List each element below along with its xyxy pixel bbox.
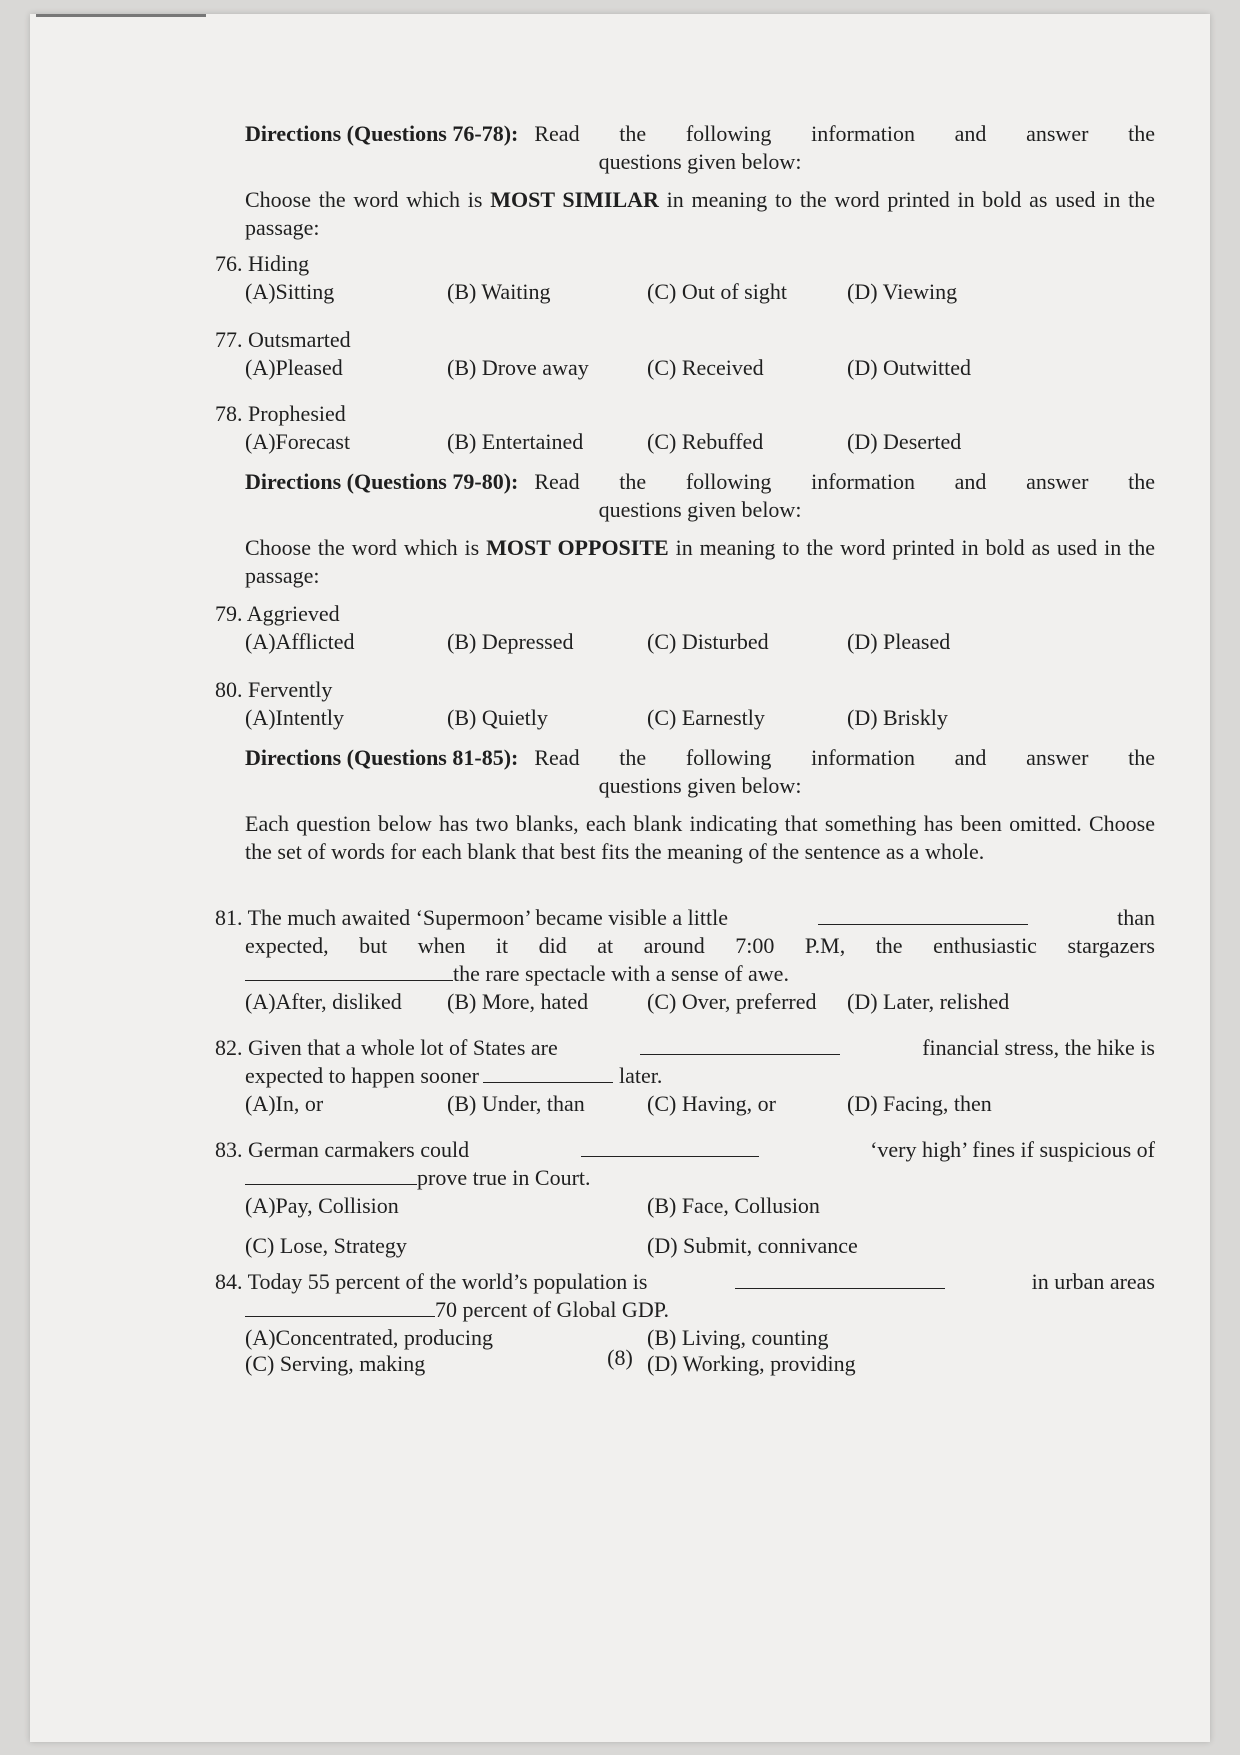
option-d[interactable]: (D) Submit, connivance <box>647 1233 858 1258</box>
option-b[interactable]: (B) Face, Collusion <box>647 1193 820 1218</box>
option-c[interactable]: (C) Out of sight <box>647 279 787 304</box>
question-stem: 82. Given that a whole lot of States are <box>215 1035 558 1060</box>
option-a[interactable]: (A)Pleased <box>245 355 343 380</box>
question-stem: 78. Prophesied <box>215 401 346 426</box>
option-a[interactable]: (A)Intently <box>245 705 344 730</box>
directions-label: Directions (Questions 81-85): <box>245 745 519 770</box>
option-a[interactable]: (A)Concentrated, producing <box>245 1325 494 1350</box>
answer-blank <box>245 1164 417 1185</box>
stem-continuation: later. <box>618 1063 663 1088</box>
option-c[interactable]: (C) Over, preferred <box>647 989 817 1014</box>
answer-blank <box>245 1296 435 1317</box>
option-b[interactable]: (B) Under, than <box>447 1091 585 1116</box>
exam-page <box>30 14 1210 1742</box>
stem-line: expected to happen sooner <box>245 1063 479 1088</box>
question-79 <box>215 600 1155 656</box>
directions-76-78 <box>245 120 1155 176</box>
answer-blank <box>483 1062 613 1083</box>
answer-blank <box>640 1034 840 1055</box>
option-b[interactable]: (B) Quietly <box>447 705 548 730</box>
instruction-post: in meaning to the word printed in bold as used in the passage: <box>245 187 1155 240</box>
option-d[interactable]: (D) Working, providing <box>647 1351 856 1376</box>
option-b[interactable]: (B) Depressed <box>447 629 574 654</box>
question-82 <box>215 1034 1155 1118</box>
option-c[interactable]: (C) Rebuffed <box>647 429 764 454</box>
stem-line: 70 percent of Global GDP. <box>435 1297 670 1322</box>
option-d[interactable]: (D) Outwitted <box>847 355 972 380</box>
question-stem: 83. German carmakers could <box>215 1137 470 1162</box>
instruction-bold: MOST OPPOSITE <box>486 535 669 560</box>
option-c[interactable]: (C) Having, or <box>647 1091 776 1116</box>
instruction-opposite <box>245 534 1155 590</box>
option-c[interactable]: (C) Serving, making <box>245 1351 426 1376</box>
directions-text: Read the following information and answer the <box>534 745 1155 770</box>
instruction-bold: MOST SIMILAR <box>490 187 659 212</box>
stem-continuation: than <box>1117 905 1155 930</box>
stem-line: the rare spectacle with a sense of awe. <box>453 961 789 986</box>
question-stem: 76. Hiding <box>215 251 310 276</box>
answer-blank <box>581 1136 759 1157</box>
instruction-pre: Choose the word which is <box>245 535 487 560</box>
instruction-blanks: Each question below has two blanks, each blank indicating that something has been omitted. Choose the set of words for each blank that best fits the meaning of the sentence as a whole. <box>245 811 1155 864</box>
directions-79-80 <box>245 468 1155 524</box>
question-stem: 84. Today 55 percent of the world’s population is <box>215 1269 648 1294</box>
option-a[interactable]: (A)After, disliked <box>245 989 402 1014</box>
option-a[interactable]: (A)Pay, Collision <box>245 1193 399 1218</box>
option-d[interactable]: (D) Pleased <box>847 629 951 654</box>
question-81 <box>215 904 1155 1016</box>
option-d[interactable]: (D) Later, relished <box>847 989 1010 1014</box>
directions-text: Read the following information and answer the <box>534 121 1155 146</box>
instruction-post: in meaning to the word printed in bold as used in the passage: <box>245 535 1155 588</box>
option-c[interactable]: (C) Earnestly <box>647 705 765 730</box>
option-d[interactable]: (D) Facing, then <box>847 1091 992 1116</box>
stem-line: expected, but when it did at around 7:00 P.M, the enthusiastic stargazers <box>245 933 1155 958</box>
stem-continuation: financial stress, the hike is <box>922 1035 1155 1060</box>
directions-81-85 <box>245 744 1155 800</box>
question-76 <box>215 250 1155 306</box>
option-b[interactable]: (B) Entertained <box>447 429 584 454</box>
question-77 <box>215 326 1155 382</box>
page-number: (8) <box>607 1345 633 1370</box>
directions-line2: questions given below: <box>598 497 802 522</box>
option-a[interactable]: (A)Forecast <box>245 429 351 454</box>
question-stem: 80. Fervently <box>215 677 333 702</box>
option-d[interactable]: (D) Viewing <box>847 279 958 304</box>
option-b[interactable]: (B) Waiting <box>447 279 551 304</box>
option-a[interactable]: (A)Afflicted <box>245 629 355 654</box>
answer-blank <box>735 1268 945 1289</box>
question-78 <box>215 400 1155 456</box>
option-d[interactable]: (D) Deserted <box>847 429 962 454</box>
stem-continuation: in urban areas <box>1031 1269 1155 1294</box>
option-b[interactable]: (B) Drove away <box>447 355 589 380</box>
directions-line2: questions given below: <box>598 149 802 174</box>
option-c[interactable]: (C) Received <box>647 355 764 380</box>
answer-blank <box>245 960 453 981</box>
question-stem: 77. Outsmarted <box>215 327 351 352</box>
option-b[interactable]: (B) More, hated <box>447 989 589 1014</box>
option-a[interactable]: (A)In, or <box>245 1091 324 1116</box>
option-c[interactable]: (C) Disturbed <box>647 629 769 654</box>
option-a[interactable]: (A)Sitting <box>245 279 335 304</box>
stem-line: prove true in Court. <box>417 1165 591 1190</box>
stem-continuation: ‘very high’ fines if suspicious of <box>870 1137 1155 1162</box>
answer-blank <box>818 904 1028 925</box>
directions-label: Directions (Questions 79-80): <box>245 469 519 494</box>
option-c[interactable]: (C) Lose, Strategy <box>245 1233 407 1258</box>
directions-label: Directions (Questions 76-78): <box>245 121 519 146</box>
directions-text: Read the following information and answer the <box>534 469 1155 494</box>
question-80 <box>215 676 1155 732</box>
instruction-similar <box>245 186 1155 242</box>
question-stem: 81. The much awaited ‘Supermoon’ became visible a little <box>215 905 728 930</box>
option-d[interactable]: (D) Briskly <box>847 705 948 730</box>
option-b[interactable]: (B) Living, counting <box>647 1325 829 1350</box>
directions-line2: questions given below: <box>598 773 802 798</box>
instruction-pre: Choose the word which is <box>245 187 491 212</box>
question-83 <box>215 1136 1155 1260</box>
question-stem: 79. Aggrieved <box>215 601 340 626</box>
